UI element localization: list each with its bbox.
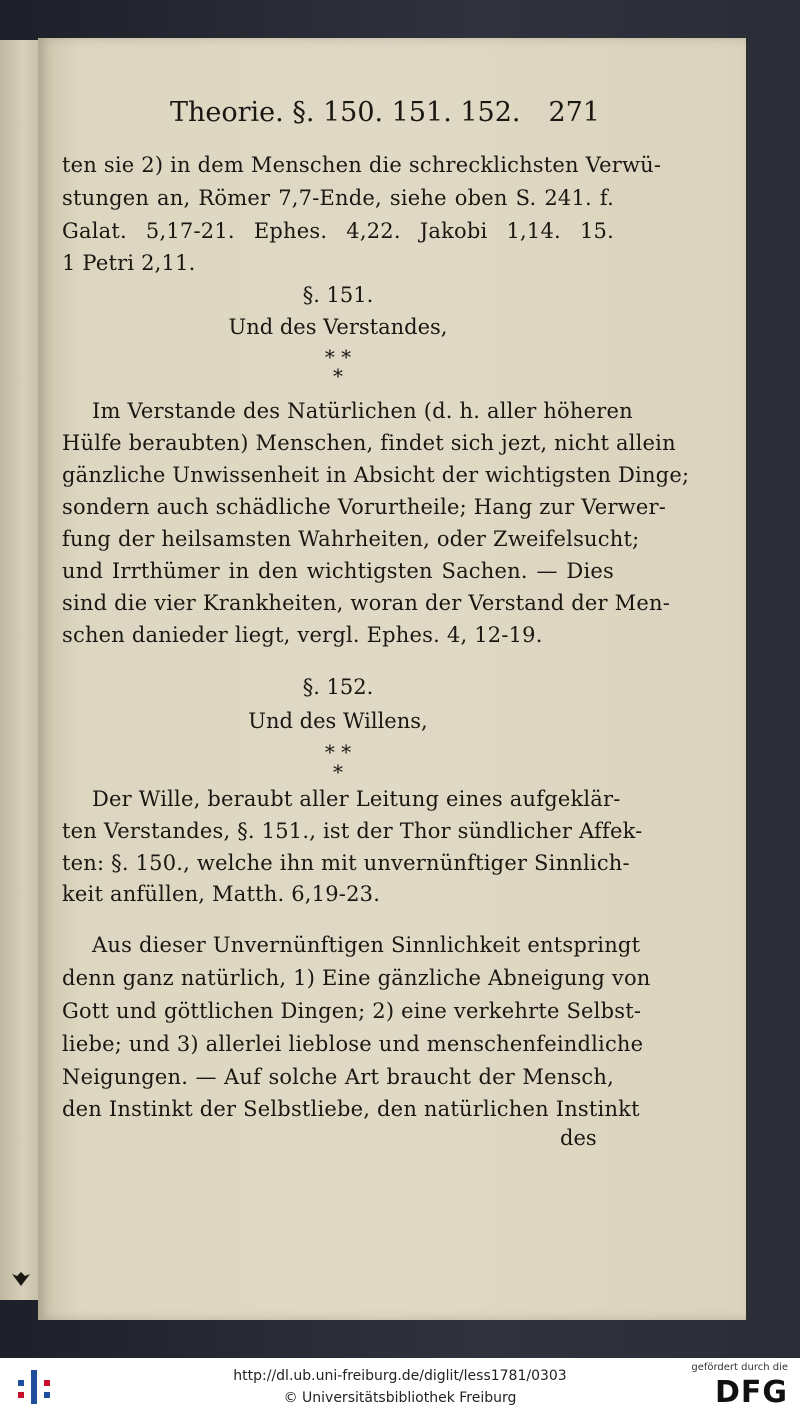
permalink[interactable]: http://dl.ub.uni-freiburg.de/diglit/less1781/0303: [233, 1368, 567, 1384]
text-line: Im Verstande des Natürlichen (d. h. aller höheren: [92, 399, 633, 423]
text-line: sind die vier Krankheiten, woran der Verstand der Men-: [62, 591, 671, 615]
running-header: [170, 96, 600, 130]
section-number: §. 151.: [302, 283, 374, 307]
section-heading: Und des Verstandes,: [228, 315, 448, 339]
section-heading: Und des Willens,: [248, 709, 428, 733]
dfg-logo: [691, 1362, 788, 1412]
text-line: Aus dieser Unvernünftigen Sinnlichkeit entspringt: [92, 933, 641, 957]
asterism-bottom: *: [333, 364, 343, 388]
text-line: ten Verstandes, §. 151., ist der Thor sündlicher Affek-: [62, 819, 643, 843]
dfg-wordmark: DFG: [714, 1375, 788, 1410]
text-line: liebe; und 3) allerlei lieblose und menschenfeindliche: [62, 1032, 644, 1056]
funding-note: gefördert durch die: [691, 1362, 788, 1373]
header-title: Theorie. §. 150. 151. 152.: [170, 97, 521, 128]
text-line: stungen an, Römer 7,7-Ende, siehe oben S. 241. f.: [62, 186, 614, 210]
section-number: §. 152.: [302, 675, 374, 699]
text-line: gänzliche Unwissenheit in Absicht der wichtigsten Dinge;: [62, 463, 690, 487]
text-line: 1 Petri 2,11.: [62, 251, 196, 275]
text-line: Neigungen. — Auf solche Art braucht der Mensch,: [62, 1065, 614, 1089]
asterism-bottom: *: [333, 760, 343, 784]
text-line: Gott und göttlichen Dingen; 2) eine verkehrte Selbst-: [62, 999, 642, 1023]
catchword: des: [560, 1126, 597, 1150]
text-line: Hülfe beraubten) Menschen, findet sich jezt, nicht allein: [62, 431, 676, 455]
previous-page-edge: [0, 40, 38, 1300]
text-line: fung der heilsamsten Wahrheiten, oder Zweifelsucht;: [62, 527, 640, 551]
text-line: sondern auch schädliche Vorurtheile; Hang zur Verwer-: [62, 495, 667, 519]
text-line: Der Wille, beraubt aller Leitung eines aufgeklär-: [92, 787, 621, 811]
text-line: Galat. 5,17-21. Ephes. 4,22. Jakobi 1,14. 15.: [62, 219, 614, 243]
text-line: und Irrthümer in den wichtigsten Sachen. — Dies: [62, 559, 614, 583]
asterism-top: * *: [324, 345, 352, 369]
text-line: denn ganz natürlich, 1) Eine gänzliche Abneigung von: [62, 966, 651, 990]
text-line: ten sie 2) in dem Menschen die schrecklichsten Verwü-: [62, 153, 662, 177]
text-line: keit anfüllen, Matth. 6,19-23.: [62, 882, 381, 906]
asterism-top: * *: [324, 740, 352, 764]
text-line: den Instinkt der Selbstliebe, den natürlichen Instinkt: [62, 1097, 640, 1121]
copyright-notice: © Universitätsbibliothek Freiburg: [283, 1390, 517, 1406]
page-ornament-icon: [10, 1270, 32, 1290]
page-number: 271: [548, 97, 600, 128]
text-line: ten: §. 150., welche ihn mit unvernünftiger Sinnlich-: [62, 851, 630, 875]
viewer-footer: [0, 1358, 800, 1415]
text-line: schen danieder liegt, vergl. Ephes. 4, 12-19.: [62, 623, 543, 647]
